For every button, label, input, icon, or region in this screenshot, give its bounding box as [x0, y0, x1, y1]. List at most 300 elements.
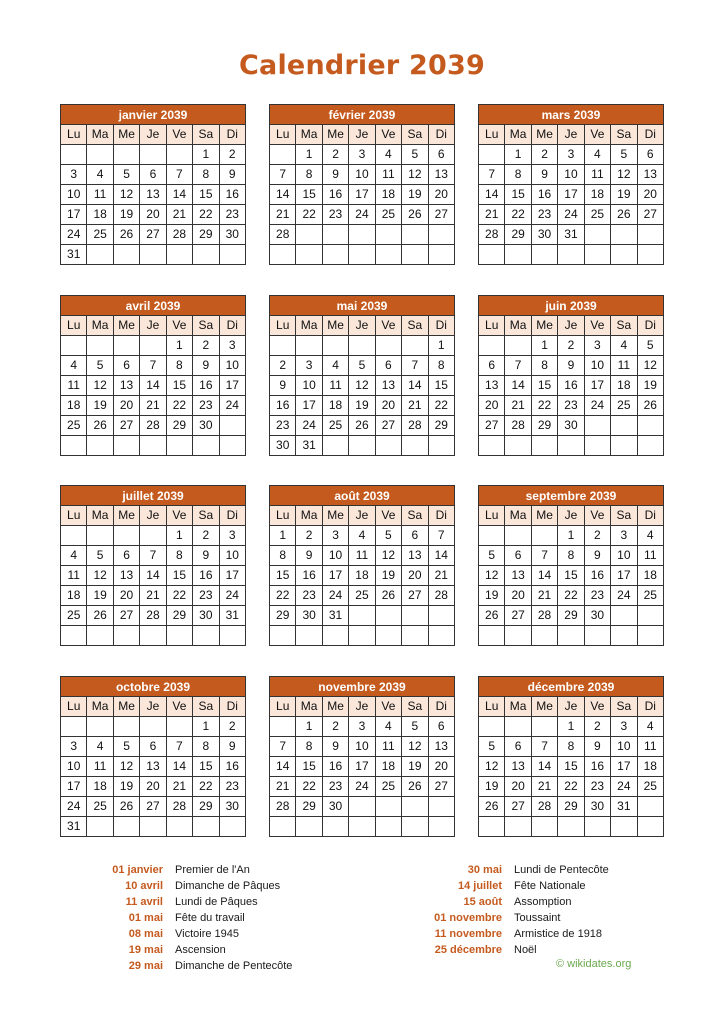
day-cell: 6	[505, 546, 531, 566]
day-cell: 12	[349, 376, 375, 396]
empty-cell	[270, 817, 296, 837]
day-cell: 19	[87, 586, 113, 606]
day-cell: 8	[270, 546, 296, 566]
day-cell: 1	[296, 717, 322, 737]
day-cell: 27	[113, 416, 139, 436]
month-name: janvier 2039	[61, 105, 246, 125]
empty-cell	[611, 416, 637, 436]
weekday-header: Ma	[87, 697, 113, 717]
empty-cell	[375, 797, 401, 817]
day-cell: 2	[584, 526, 610, 546]
empty-cell	[219, 817, 245, 837]
day-cell: 4	[584, 145, 610, 165]
empty-cell	[113, 436, 139, 456]
weekday-header: Ve	[375, 316, 401, 336]
day-cell: 19	[87, 396, 113, 416]
day-cell: 17	[322, 566, 348, 586]
day-cell: 18	[375, 757, 401, 777]
day-cell: 4	[637, 526, 663, 546]
month-name: novembre 2039	[270, 677, 455, 697]
day-cell: 16	[322, 185, 348, 205]
day-cell: 6	[113, 356, 139, 376]
day-cell: 18	[637, 566, 663, 586]
holiday-name: Noël	[514, 944, 537, 956]
day-cell: 30	[219, 797, 245, 817]
day-cell: 10	[296, 376, 322, 396]
day-cell: 20	[428, 757, 454, 777]
day-cell: 25	[637, 777, 663, 797]
weekday-header: Sa	[611, 506, 637, 526]
month-name: avril 2039	[61, 296, 246, 316]
day-cell: 24	[558, 205, 584, 225]
day-cell: 14	[505, 376, 531, 396]
day-cell: 11	[61, 376, 87, 396]
day-cell: 20	[140, 777, 166, 797]
day-cell: 27	[505, 606, 531, 626]
day-cell: 25	[61, 416, 87, 436]
empty-cell	[531, 526, 557, 546]
month-calendar	[269, 676, 455, 837]
day-cell: 22	[531, 396, 557, 416]
weekday-header: Di	[637, 316, 663, 336]
empty-cell	[505, 436, 531, 456]
day-cell: 31	[61, 245, 87, 265]
day-cell: 2	[322, 717, 348, 737]
day-cell: 2	[322, 145, 348, 165]
day-cell: 28	[270, 225, 296, 245]
empty-cell	[637, 416, 663, 436]
day-cell: 14	[531, 566, 557, 586]
empty-cell	[349, 225, 375, 245]
empty-cell	[87, 336, 113, 356]
day-cell: 28	[428, 586, 454, 606]
weekday-header: Ve	[166, 316, 192, 336]
day-cell: 6	[505, 737, 531, 757]
day-cell: 11	[61, 566, 87, 586]
day-cell: 27	[428, 777, 454, 797]
holiday-date: 19 mai	[128, 944, 163, 956]
day-cell: 30	[296, 606, 322, 626]
day-cell: 2	[531, 145, 557, 165]
day-cell: 9	[270, 376, 296, 396]
weekday-header: Lu	[61, 316, 87, 336]
day-cell: 26	[87, 416, 113, 436]
day-cell: 3	[322, 526, 348, 546]
day-cell: 1	[166, 336, 192, 356]
empty-cell	[113, 145, 139, 165]
day-cell: 19	[349, 396, 375, 416]
month-name: mai 2039	[270, 296, 455, 316]
day-cell: 1	[193, 145, 219, 165]
empty-cell	[505, 626, 531, 646]
day-cell: 23	[193, 586, 219, 606]
empty-cell	[611, 436, 637, 456]
weekday-header: Ve	[375, 506, 401, 526]
day-cell: 18	[375, 185, 401, 205]
day-cell: 10	[219, 546, 245, 566]
empty-cell	[113, 717, 139, 737]
empty-cell	[558, 245, 584, 265]
empty-cell	[296, 817, 322, 837]
day-cell: 12	[87, 376, 113, 396]
day-cell: 28	[166, 225, 192, 245]
day-cell: 29	[558, 606, 584, 626]
day-cell: 17	[558, 185, 584, 205]
empty-cell	[61, 336, 87, 356]
empty-cell	[375, 336, 401, 356]
day-cell: 24	[61, 797, 87, 817]
weekday-header: Ve	[166, 125, 192, 145]
day-cell: 23	[558, 396, 584, 416]
day-cell: 24	[296, 416, 322, 436]
day-cell: 13	[113, 566, 139, 586]
weekday-header: Je	[349, 697, 375, 717]
day-cell: 20	[113, 396, 139, 416]
day-cell: 28	[166, 797, 192, 817]
day-cell: 27	[402, 586, 428, 606]
empty-cell	[402, 436, 428, 456]
day-cell: 11	[637, 737, 663, 757]
day-cell: 4	[637, 717, 663, 737]
day-cell: 26	[611, 205, 637, 225]
day-cell: 19	[113, 777, 139, 797]
empty-cell	[270, 336, 296, 356]
day-cell: 18	[87, 205, 113, 225]
weekday-header: Ma	[296, 697, 322, 717]
day-cell: 31	[219, 606, 245, 626]
day-cell: 6	[402, 526, 428, 546]
day-cell: 4	[611, 336, 637, 356]
day-cell: 17	[296, 396, 322, 416]
day-cell: 24	[349, 205, 375, 225]
day-cell: 13	[428, 165, 454, 185]
day-cell: 15	[296, 757, 322, 777]
weekday-header: Sa	[402, 125, 428, 145]
day-cell: 7	[402, 356, 428, 376]
empty-cell	[87, 817, 113, 837]
empty-cell	[140, 245, 166, 265]
day-cell: 21	[270, 205, 296, 225]
day-cell: 25	[349, 586, 375, 606]
holiday-date: 10 avril	[125, 880, 163, 892]
holiday-name: Lundi de Pentecôte	[514, 864, 609, 876]
empty-cell	[140, 817, 166, 837]
day-cell: 2	[270, 356, 296, 376]
day-cell: 1	[558, 717, 584, 737]
empty-cell	[61, 717, 87, 737]
day-cell: 1	[193, 717, 219, 737]
day-cell: 3	[61, 165, 87, 185]
weekday-header: Ve	[584, 697, 610, 717]
day-cell: 26	[402, 205, 428, 225]
day-cell: 7	[270, 165, 296, 185]
day-cell: 2	[219, 717, 245, 737]
day-cell: 12	[479, 566, 505, 586]
month-name: septembre 2039	[479, 486, 664, 506]
empty-cell	[505, 717, 531, 737]
weekday-header: Je	[140, 316, 166, 336]
day-cell: 13	[637, 165, 663, 185]
day-cell: 26	[479, 797, 505, 817]
day-cell: 11	[375, 737, 401, 757]
empty-cell	[349, 626, 375, 646]
empty-cell	[296, 225, 322, 245]
day-cell: 6	[375, 356, 401, 376]
empty-cell	[375, 817, 401, 837]
weekday-header: Ma	[87, 125, 113, 145]
day-cell: 1	[505, 145, 531, 165]
empty-cell	[428, 225, 454, 245]
empty-cell	[531, 436, 557, 456]
day-cell: 7	[166, 165, 192, 185]
day-cell: 22	[193, 205, 219, 225]
empty-cell	[166, 145, 192, 165]
day-cell: 12	[402, 737, 428, 757]
empty-cell	[637, 225, 663, 245]
page-title: Calendrier 2039	[239, 50, 485, 81]
day-cell: 5	[479, 737, 505, 757]
day-cell: 19	[375, 566, 401, 586]
empty-cell	[375, 626, 401, 646]
day-cell: 15	[505, 185, 531, 205]
day-cell: 23	[219, 777, 245, 797]
weekday-header: Ma	[87, 316, 113, 336]
day-cell: 9	[584, 546, 610, 566]
day-cell: 11	[375, 165, 401, 185]
day-cell: 7	[270, 737, 296, 757]
day-cell: 17	[61, 777, 87, 797]
day-cell: 5	[402, 717, 428, 737]
empty-cell	[61, 626, 87, 646]
day-cell: 24	[322, 586, 348, 606]
day-cell: 20	[637, 185, 663, 205]
holiday-date: 08 mai	[128, 928, 163, 940]
day-cell: 21	[402, 396, 428, 416]
day-cell: 25	[61, 606, 87, 626]
day-cell: 21	[166, 205, 192, 225]
day-cell: 23	[322, 205, 348, 225]
weekday-header: Lu	[61, 697, 87, 717]
day-cell: 6	[113, 546, 139, 566]
day-cell: 6	[140, 165, 166, 185]
day-cell: 28	[479, 225, 505, 245]
day-cell: 23	[531, 205, 557, 225]
day-cell: 23	[219, 205, 245, 225]
day-cell: 10	[219, 356, 245, 376]
day-cell: 21	[428, 566, 454, 586]
weekday-header: Je	[558, 316, 584, 336]
day-cell: 10	[61, 185, 87, 205]
day-cell: 13	[140, 757, 166, 777]
day-cell: 17	[584, 376, 610, 396]
day-cell: 29	[166, 416, 192, 436]
weekday-header: Me	[322, 697, 348, 717]
day-cell: 8	[193, 737, 219, 757]
empty-cell	[322, 225, 348, 245]
day-cell: 23	[584, 777, 610, 797]
day-cell: 23	[270, 416, 296, 436]
day-cell: 11	[322, 376, 348, 396]
day-cell: 22	[558, 777, 584, 797]
day-cell: 11	[87, 757, 113, 777]
empty-cell	[219, 626, 245, 646]
empty-cell	[193, 626, 219, 646]
day-cell: 1	[531, 336, 557, 356]
weekday-header: Ve	[584, 125, 610, 145]
day-cell: 17	[219, 376, 245, 396]
day-cell: 14	[140, 376, 166, 396]
empty-cell	[322, 817, 348, 837]
day-cell: 20	[402, 566, 428, 586]
empty-cell	[558, 817, 584, 837]
month-calendar	[269, 485, 455, 646]
day-cell: 10	[349, 737, 375, 757]
day-cell: 2	[219, 145, 245, 165]
weekday-header: Di	[637, 697, 663, 717]
empty-cell	[428, 817, 454, 837]
weekday-header: Ma	[296, 506, 322, 526]
weekday-header: Me	[113, 697, 139, 717]
day-cell: 24	[611, 586, 637, 606]
day-cell: 31	[611, 797, 637, 817]
weekday-header: Lu	[61, 506, 87, 526]
empty-cell	[402, 797, 428, 817]
day-cell: 12	[375, 546, 401, 566]
day-cell: 14	[166, 757, 192, 777]
day-cell: 23	[296, 586, 322, 606]
day-cell: 5	[637, 336, 663, 356]
day-cell: 16	[322, 757, 348, 777]
day-cell: 25	[611, 396, 637, 416]
day-cell: 27	[140, 225, 166, 245]
day-cell: 21	[140, 396, 166, 416]
month-calendar	[478, 295, 664, 456]
day-cell: 11	[349, 546, 375, 566]
day-cell: 4	[375, 717, 401, 737]
empty-cell	[428, 436, 454, 456]
day-cell: 21	[479, 205, 505, 225]
weekday-header: Je	[558, 125, 584, 145]
empty-cell	[349, 817, 375, 837]
day-cell: 31	[322, 606, 348, 626]
day-cell: 29	[505, 225, 531, 245]
empty-cell	[428, 626, 454, 646]
empty-cell	[193, 436, 219, 456]
day-cell: 10	[584, 356, 610, 376]
empty-cell	[558, 626, 584, 646]
weekday-header: Ma	[505, 506, 531, 526]
day-cell: 27	[637, 205, 663, 225]
day-cell: 18	[584, 185, 610, 205]
weekday-header: Di	[428, 697, 454, 717]
day-cell: 30	[584, 606, 610, 626]
weekday-header: Sa	[402, 697, 428, 717]
empty-cell	[584, 817, 610, 837]
day-cell: 16	[584, 566, 610, 586]
day-cell: 22	[166, 586, 192, 606]
day-cell: 22	[166, 396, 192, 416]
day-cell: 22	[428, 396, 454, 416]
day-cell: 30	[193, 606, 219, 626]
day-cell: 18	[87, 777, 113, 797]
empty-cell	[87, 145, 113, 165]
day-cell: 19	[637, 376, 663, 396]
empty-cell	[87, 526, 113, 546]
day-cell: 15	[193, 757, 219, 777]
month-name: février 2039	[270, 105, 455, 125]
day-cell: 4	[322, 356, 348, 376]
empty-cell	[479, 145, 505, 165]
empty-cell	[428, 797, 454, 817]
day-cell: 28	[140, 416, 166, 436]
day-cell: 25	[637, 586, 663, 606]
empty-cell	[611, 245, 637, 265]
month-calendar	[478, 104, 664, 265]
day-cell: 3	[611, 526, 637, 546]
weekday-header: Lu	[270, 506, 296, 526]
day-cell: 22	[193, 777, 219, 797]
day-cell: 4	[61, 546, 87, 566]
empty-cell	[219, 436, 245, 456]
empty-cell	[505, 526, 531, 546]
day-cell: 13	[140, 185, 166, 205]
day-cell: 14	[166, 185, 192, 205]
empty-cell	[113, 526, 139, 546]
holiday-date: 01 janvier	[112, 864, 163, 876]
day-cell: 8	[296, 737, 322, 757]
day-cell: 17	[349, 757, 375, 777]
day-cell: 14	[140, 566, 166, 586]
month-calendar	[60, 676, 246, 837]
day-cell: 20	[505, 777, 531, 797]
weekday-header: Sa	[193, 125, 219, 145]
day-cell: 7	[479, 165, 505, 185]
day-cell: 24	[219, 396, 245, 416]
holiday-date: 11 avril	[125, 896, 163, 908]
day-cell: 22	[505, 205, 531, 225]
day-cell: 14	[531, 757, 557, 777]
weekday-header: Ve	[375, 125, 401, 145]
empty-cell	[402, 817, 428, 837]
day-cell: 22	[270, 586, 296, 606]
day-cell: 18	[637, 757, 663, 777]
empty-cell	[349, 336, 375, 356]
site-credit: © wikidates.org	[556, 958, 632, 970]
day-cell: 10	[61, 757, 87, 777]
empty-cell	[87, 436, 113, 456]
day-cell: 6	[140, 737, 166, 757]
day-cell: 5	[402, 145, 428, 165]
day-cell: 18	[349, 566, 375, 586]
day-cell: 15	[166, 376, 192, 396]
empty-cell	[140, 145, 166, 165]
empty-cell	[584, 416, 610, 436]
weekday-header: Di	[637, 125, 663, 145]
weekday-header: Ma	[505, 316, 531, 336]
day-cell: 7	[166, 737, 192, 757]
empty-cell	[402, 245, 428, 265]
holiday-date: 15 août	[463, 896, 502, 908]
day-cell: 25	[375, 205, 401, 225]
day-cell: 28	[531, 797, 557, 817]
day-cell: 26	[637, 396, 663, 416]
weekday-header: Di	[219, 316, 245, 336]
weekday-header: Sa	[402, 506, 428, 526]
day-cell: 5	[87, 356, 113, 376]
day-cell: 3	[296, 356, 322, 376]
weekday-header: Ma	[505, 697, 531, 717]
day-cell: 22	[296, 777, 322, 797]
